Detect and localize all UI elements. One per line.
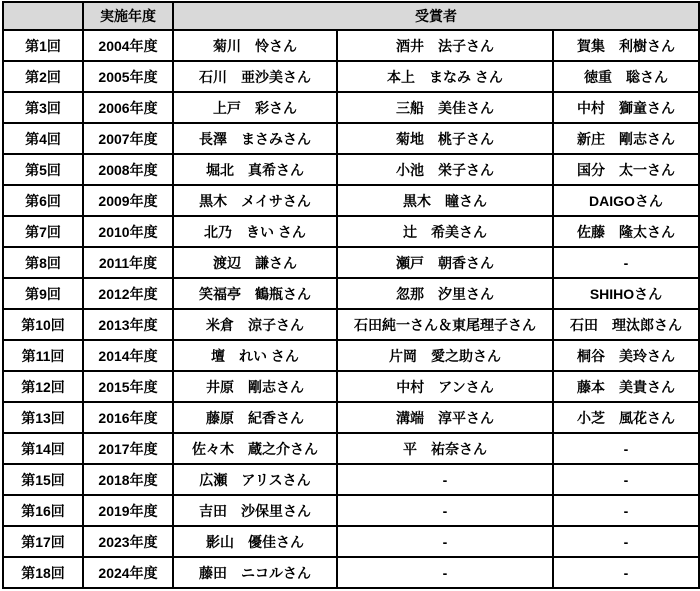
- round-cell: 第7回: [3, 216, 83, 247]
- winner-cell-2: -: [337, 464, 553, 495]
- year-cell: 2015年度: [83, 371, 173, 402]
- round-cell: 第16回: [3, 495, 83, 526]
- winner-cell-1: 広瀬 アリスさん: [173, 464, 337, 495]
- winner-cell-1: 黒木 メイサさん: [173, 185, 337, 216]
- winner-cell-3: 石田 理汰郎さん: [553, 309, 699, 340]
- round-cell: 第10回: [3, 309, 83, 340]
- round-cell: 第3回: [3, 92, 83, 123]
- year-cell: 2008年度: [83, 154, 173, 185]
- year-cell: 2018年度: [83, 464, 173, 495]
- winner-cell-3: 徳重 聡さん: [553, 61, 699, 92]
- round-cell: 第14回: [3, 433, 83, 464]
- table-row: [3, 340, 699, 371]
- winner-cell-2: 中村 アンさん: [337, 371, 553, 402]
- table-row: [3, 526, 699, 557]
- table-row: [3, 309, 699, 340]
- winner-cell-3: SHIHOさん: [553, 278, 699, 309]
- year-cell: 2010年度: [83, 216, 173, 247]
- winner-cell-1: 壇 れい さん: [173, 340, 337, 371]
- year-cell: 2014年度: [83, 340, 173, 371]
- winner-cell-3: DAIGOさん: [553, 185, 699, 216]
- table-row: [3, 61, 699, 92]
- winner-cell-1: 井原 剛志さん: [173, 371, 337, 402]
- year-cell: 2024年度: [83, 557, 173, 588]
- round-cell: 第5回: [3, 154, 83, 185]
- winner-cell-2: 溝端 淳平さん: [337, 402, 553, 433]
- table-row: [3, 495, 699, 526]
- round-cell: 第13回: [3, 402, 83, 433]
- winner-cell-2: 辻 希美さん: [337, 216, 553, 247]
- round-cell: 第8回: [3, 247, 83, 278]
- winner-cell-1: 米倉 涼子さん: [173, 309, 337, 340]
- round-cell: 第9回: [3, 278, 83, 309]
- winner-cell-1: 菊川 怜さん: [173, 30, 337, 61]
- winner-cell-1: 渡辺 謙さん: [173, 247, 337, 278]
- winner-cell-1: 笑福亭 鶴瓶さん: [173, 278, 337, 309]
- table-row: [3, 464, 699, 495]
- winner-cell-1: 佐々木 蔵之介さん: [173, 433, 337, 464]
- table-row: [3, 92, 699, 123]
- table-row: [3, 433, 699, 464]
- winner-cell-3: 桐谷 美玲さん: [553, 340, 699, 371]
- year-cell: 2011年度: [83, 247, 173, 278]
- winner-cell-2: 三船 美佳さん: [337, 92, 553, 123]
- winner-cell-3: 中村 獅童さん: [553, 92, 699, 123]
- year-cell: 2016年度: [83, 402, 173, 433]
- winner-cell-3: -: [553, 526, 699, 557]
- winner-cell-1: 藤田 ニコルさん: [173, 557, 337, 588]
- table-row: [3, 402, 699, 433]
- winner-cell-3: 新庄 剛志さん: [553, 123, 699, 154]
- table-row: [3, 247, 699, 278]
- round-cell: 第15回: [3, 464, 83, 495]
- winner-cell-3: -: [553, 464, 699, 495]
- table-row: [3, 30, 699, 61]
- winner-cell-3: -: [553, 247, 699, 278]
- table-body: [3, 30, 699, 588]
- round-cell: 第12回: [3, 371, 83, 402]
- year-cell: 2019年度: [83, 495, 173, 526]
- winner-cell-1: 吉田 沙保里さん: [173, 495, 337, 526]
- winner-cell-3: 佐藤 隆太さん: [553, 216, 699, 247]
- winner-cell-2: 本上 まなみ さん: [337, 61, 553, 92]
- winner-cell-3: -: [553, 557, 699, 588]
- header-winners: 受賞者: [173, 2, 699, 30]
- winner-cell-1: 上戸 彩さん: [173, 92, 337, 123]
- winner-cell-2: 酒井 法子さん: [337, 30, 553, 61]
- winner-cell-2: -: [337, 557, 553, 588]
- winner-cell-1: 北乃 きい さん: [173, 216, 337, 247]
- round-cell: 第2回: [3, 61, 83, 92]
- winner-cell-2: 忽那 汐里さん: [337, 278, 553, 309]
- year-cell: 2013年度: [83, 309, 173, 340]
- winner-cell-3: 藤本 美貴さん: [553, 371, 699, 402]
- table-row: [3, 557, 699, 588]
- round-cell: 第11回: [3, 340, 83, 371]
- winner-cell-2: 瀬戸 朝香さん: [337, 247, 553, 278]
- table-row: [3, 216, 699, 247]
- header-round-blank: [3, 2, 83, 30]
- winner-cell-3: -: [553, 495, 699, 526]
- table-row: [3, 371, 699, 402]
- winner-cell-1: 長澤 まさみさん: [173, 123, 337, 154]
- winner-cell-1: 影山 優佳さん: [173, 526, 337, 557]
- year-cell: 2009年度: [83, 185, 173, 216]
- table-row: [3, 123, 699, 154]
- round-cell: 第1回: [3, 30, 83, 61]
- round-cell: 第4回: [3, 123, 83, 154]
- winner-cell-2: 石田純一さん＆東尾理子さん: [337, 309, 553, 340]
- winner-cell-2: 片岡 愛之助さん: [337, 340, 553, 371]
- table-row: [3, 154, 699, 185]
- winner-cell-2: -: [337, 526, 553, 557]
- awards-table: [2, 1, 700, 589]
- round-cell: 第17回: [3, 526, 83, 557]
- winner-cell-2: 小池 栄子さん: [337, 154, 553, 185]
- winner-cell-2: 黒木 瞳さん: [337, 185, 553, 216]
- winner-cell-3: 小芝 風花さん: [553, 402, 699, 433]
- year-cell: 2004年度: [83, 30, 173, 61]
- winner-cell-1: 藤原 紀香さん: [173, 402, 337, 433]
- table-row: [3, 278, 699, 309]
- year-cell: 2023年度: [83, 526, 173, 557]
- winner-cell-3: 賀集 利樹さん: [553, 30, 699, 61]
- winner-cell-1: 堀北 真希さん: [173, 154, 337, 185]
- round-cell: 第6回: [3, 185, 83, 216]
- winner-cell-2: -: [337, 495, 553, 526]
- winner-cell-2: 菊地 桃子さん: [337, 123, 553, 154]
- year-cell: 2017年度: [83, 433, 173, 464]
- winner-cell-3: -: [553, 433, 699, 464]
- year-cell: 2006年度: [83, 92, 173, 123]
- table-row: [3, 185, 699, 216]
- year-cell: 2012年度: [83, 278, 173, 309]
- winner-cell-2: 平 祐奈さん: [337, 433, 553, 464]
- round-cell: 第18回: [3, 557, 83, 588]
- winner-cell-1: 石川 亜沙美さん: [173, 61, 337, 92]
- header-row: [3, 2, 699, 30]
- header-year: 実施年度: [83, 2, 173, 30]
- year-cell: 2007年度: [83, 123, 173, 154]
- winner-cell-3: 国分 太一さん: [553, 154, 699, 185]
- year-cell: 2005年度: [83, 61, 173, 92]
